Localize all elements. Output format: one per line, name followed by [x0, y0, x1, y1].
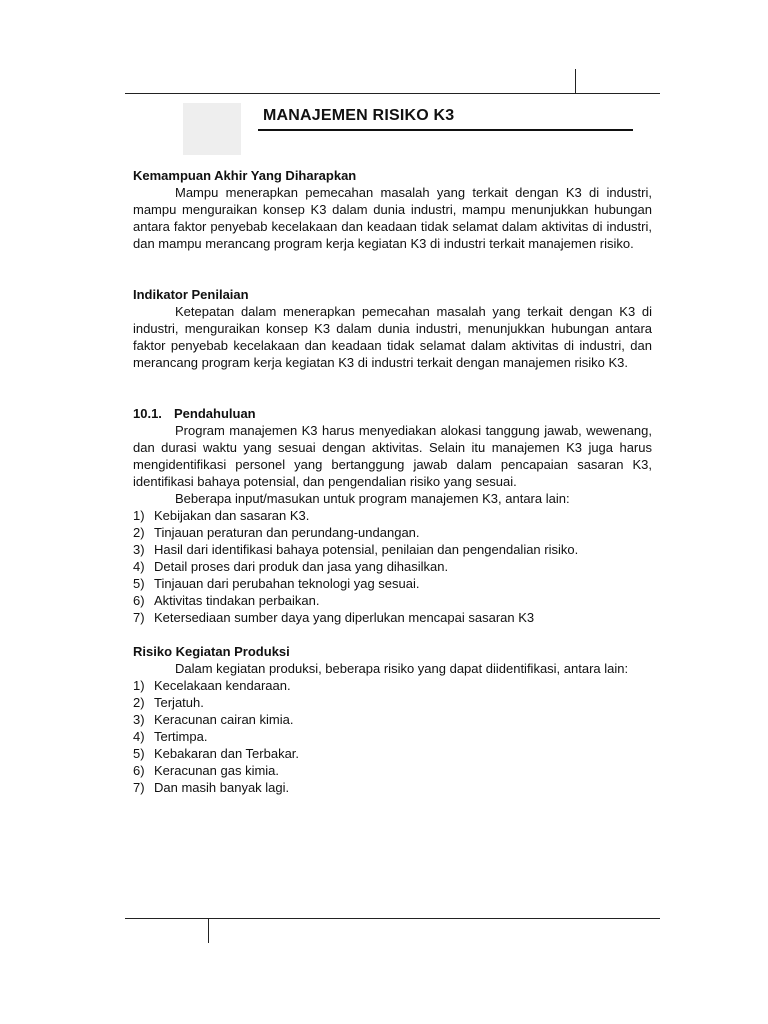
list-item: 3) Keracunan cairan kimia.	[133, 712, 294, 727]
list-item: 5) Tinjauan dari perubahan teknologi yag sesuai.	[133, 576, 420, 591]
list-item: 4) Detail proses dari produk dan jasa yang dihasilkan.	[133, 559, 449, 574]
header-rule-tick	[575, 69, 576, 93]
input-list	[133, 507, 652, 626]
list-item: 7) Ketersediaan sumber daya yang diperlukan mencapai sasaran K3	[133, 610, 535, 625]
list-intro-pendahuluan: Beberapa input/masukan untuk program manajemen K3, antara lain:	[175, 491, 570, 506]
list-item: 2) Tinjauan peraturan dan perundang-undangan.	[133, 525, 420, 540]
list-item: 6) Keracunan gas kimia.	[133, 763, 280, 778]
section-heading-pendahuluan	[133, 405, 652, 422]
list-item: 1) Kecelakaan kendaraan.	[133, 678, 291, 693]
section-heading-indikator: Indikator Penilaian	[133, 287, 249, 302]
section-heading-kemampuan: Kemampuan Akhir Yang Diharapkan	[133, 168, 357, 183]
list-item: 4) Tertimpa.	[133, 729, 208, 744]
chapter-number-box	[183, 103, 241, 155]
section-number: 10.1.	[133, 406, 162, 421]
chapter-title: MANAJEMEN RISIKO K3	[263, 107, 455, 124]
risk-list	[133, 677, 652, 796]
footer-rule-tick	[208, 919, 209, 943]
header-rule	[125, 93, 660, 94]
section-body-pendahuluan: Program manajemen K3 harus menyediakan alokasi tanggung jawab, wewenang, dan durasi waktu yang sesuai dengan aktivitas. Selain itu manajemen K3 juga harus mengidentifikasi personel yang bertanggung jawab dalam pencapaian sasaran K3, identifikasi bahaya potensial, dan pengendalian risiko yang sesuai.	[133, 423, 652, 489]
list-item: 2) Terjatuh.	[133, 695, 204, 710]
list-item: 1) Kebijakan dan sasaran K3.	[133, 508, 310, 523]
chapter-title-underline	[258, 129, 633, 131]
page-content	[133, 167, 652, 796]
list-item: 5) Kebakaran dan Terbakar.	[133, 746, 300, 761]
section-body-indikator: Ketepatan dalam menerapkan pemecahan masalah yang terkait dengan K3 di industri, menguraikan konsep K3 dalam dunia industri, menunjukkan hubungan antara faktor penyebab kecelakaan dan keadaan tidak selamat dalam aktivitas di industri, dan merancang program kerja kegiatan K3 di industri terkait dengan manajemen risiko K3.	[133, 304, 652, 370]
footer-rule	[125, 918, 660, 919]
list-item: 7) Dan masih banyak lagi.	[133, 780, 290, 795]
list-intro-risiko: Dalam kegiatan produksi, beberapa risiko yang dapat diidentifikasi, antara lain:	[175, 661, 629, 676]
list-item: 3) Hasil dari identifikasi bahaya potensial, penilaian dan pengendalian risiko.	[133, 542, 579, 557]
section-heading-text: Pendahuluan	[174, 406, 256, 421]
section-body-kemampuan: Mampu menerapkan pemecahan masalah yang terkait dengan K3 di industri, mampu menguraikan konsep K3 dalam dunia industri, mampu menunjukkan hubungan antara faktor penyebab kecelakaan dan keadaan tidak selamat dalam aktivitas di industri, dan mampu merancang program kerja kegiatan K3 di industri terkait manajemen risiko.	[133, 185, 652, 251]
section-heading-risiko: Risiko Kegiatan Produksi	[133, 644, 290, 659]
list-item: 6) Aktivitas tindakan perbaikan.	[133, 593, 320, 608]
